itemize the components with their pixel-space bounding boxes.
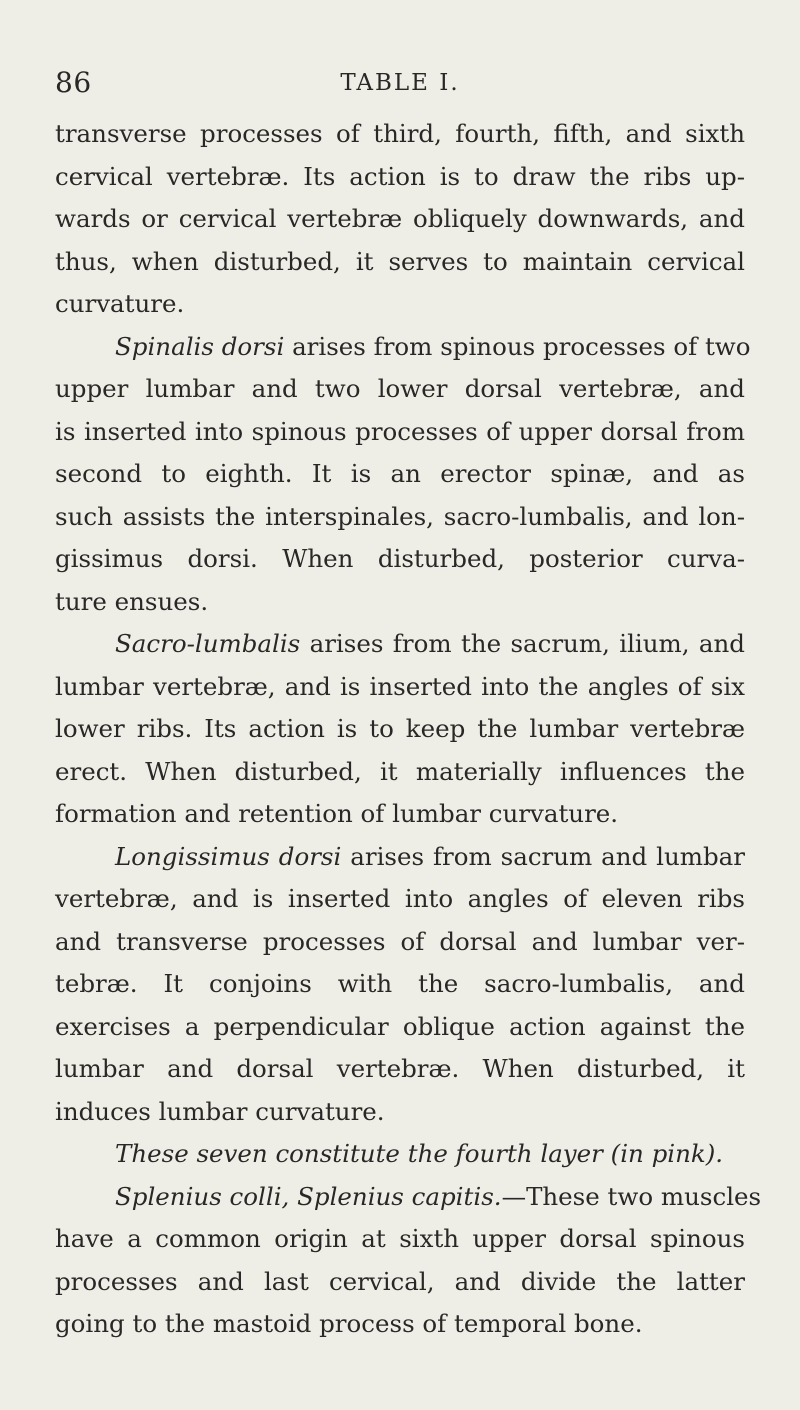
text-line: wards or cervical vertebræ obliquely downwards, and bbox=[55, 204, 745, 233]
text-line: tebræ. It conjoins with the sacro-lumbalis, and bbox=[55, 969, 745, 998]
text-line: is inserted into spinous processes of upper dorsal from bbox=[55, 416, 745, 446]
muscle-name: Sacro-lumbalis bbox=[115, 629, 301, 658]
text-line: lumbar and dorsal vertebræ. When disturbed, it bbox=[55, 1054, 745, 1083]
text-line: second to eighth. It is an erector spinæ, and as bbox=[55, 459, 745, 488]
text-line: lumbar vertebræ, and is inserted into the angles of six bbox=[55, 671, 745, 701]
text-line: cervical vertebræ. Its action is to draw the ribs up- bbox=[55, 161, 745, 191]
muscle-name: Spinalis dorsi bbox=[115, 331, 285, 361]
text-line: formation and retention of lumbar curvature. bbox=[55, 799, 619, 828]
text-line: processes and last cervical, and divide the latter bbox=[55, 1266, 745, 1296]
text-line: lower ribs. Its action is to keep the lumbar vertebræ bbox=[55, 714, 745, 743]
text-line: such assists the interspinales, sacro-lumbalis, and lon- bbox=[55, 501, 745, 531]
text-line: upper lumbar and two lower dorsal vertebræ, and bbox=[55, 374, 745, 403]
text-line: Longissimus dorsi arises from sacrum and lumbar bbox=[115, 841, 745, 871]
page-header bbox=[55, 66, 745, 106]
text-line: and transverse processes of dorsal and lumbar ver- bbox=[55, 926, 745, 956]
text-line: gissimus dorsi. When disturbed, posterior curva- bbox=[55, 544, 745, 573]
text-line: Sacro-lumbalis arises from the sacrum, ilium, and bbox=[115, 629, 745, 658]
text-line: exercises a perpendicular oblique action against the bbox=[55, 1011, 745, 1041]
running-head: TABLE I. bbox=[340, 70, 460, 96]
text-line: have a common origin at sixth upper dorsal spinous bbox=[55, 1224, 745, 1253]
text-line: transverse processes of third, fourth, fifth, and sixth bbox=[55, 119, 745, 148]
muscle-name: Longissimus dorsi bbox=[115, 841, 342, 871]
text-line: ture ensues. bbox=[55, 586, 209, 616]
text-line: induces lumbar curvature. bbox=[55, 1096, 385, 1126]
text-line: erect. When disturbed, it materially influences the bbox=[55, 756, 745, 786]
muscle-name: Splenius colli, Splenius capitis. bbox=[115, 1181, 502, 1211]
body-text bbox=[55, 113, 762, 1346]
text-line: thus, when disturbed, it serves to maintain cervical bbox=[55, 246, 745, 276]
text-line: Spinalis dorsi arises from spinous processes of two bbox=[115, 331, 751, 361]
text-line: curvature. bbox=[55, 289, 185, 318]
text-line: going to the mastoid process of temporal bone. bbox=[55, 1309, 643, 1338]
page-number: 86 bbox=[55, 66, 92, 99]
layer-summary-line: These seven constitute the fourth layer (in pink). bbox=[115, 1139, 724, 1168]
text-line: Splenius colli, Splenius capitis.—These two muscles bbox=[115, 1181, 762, 1211]
text-line: vertebræ, and is inserted into angles of eleven ribs bbox=[55, 884, 745, 913]
